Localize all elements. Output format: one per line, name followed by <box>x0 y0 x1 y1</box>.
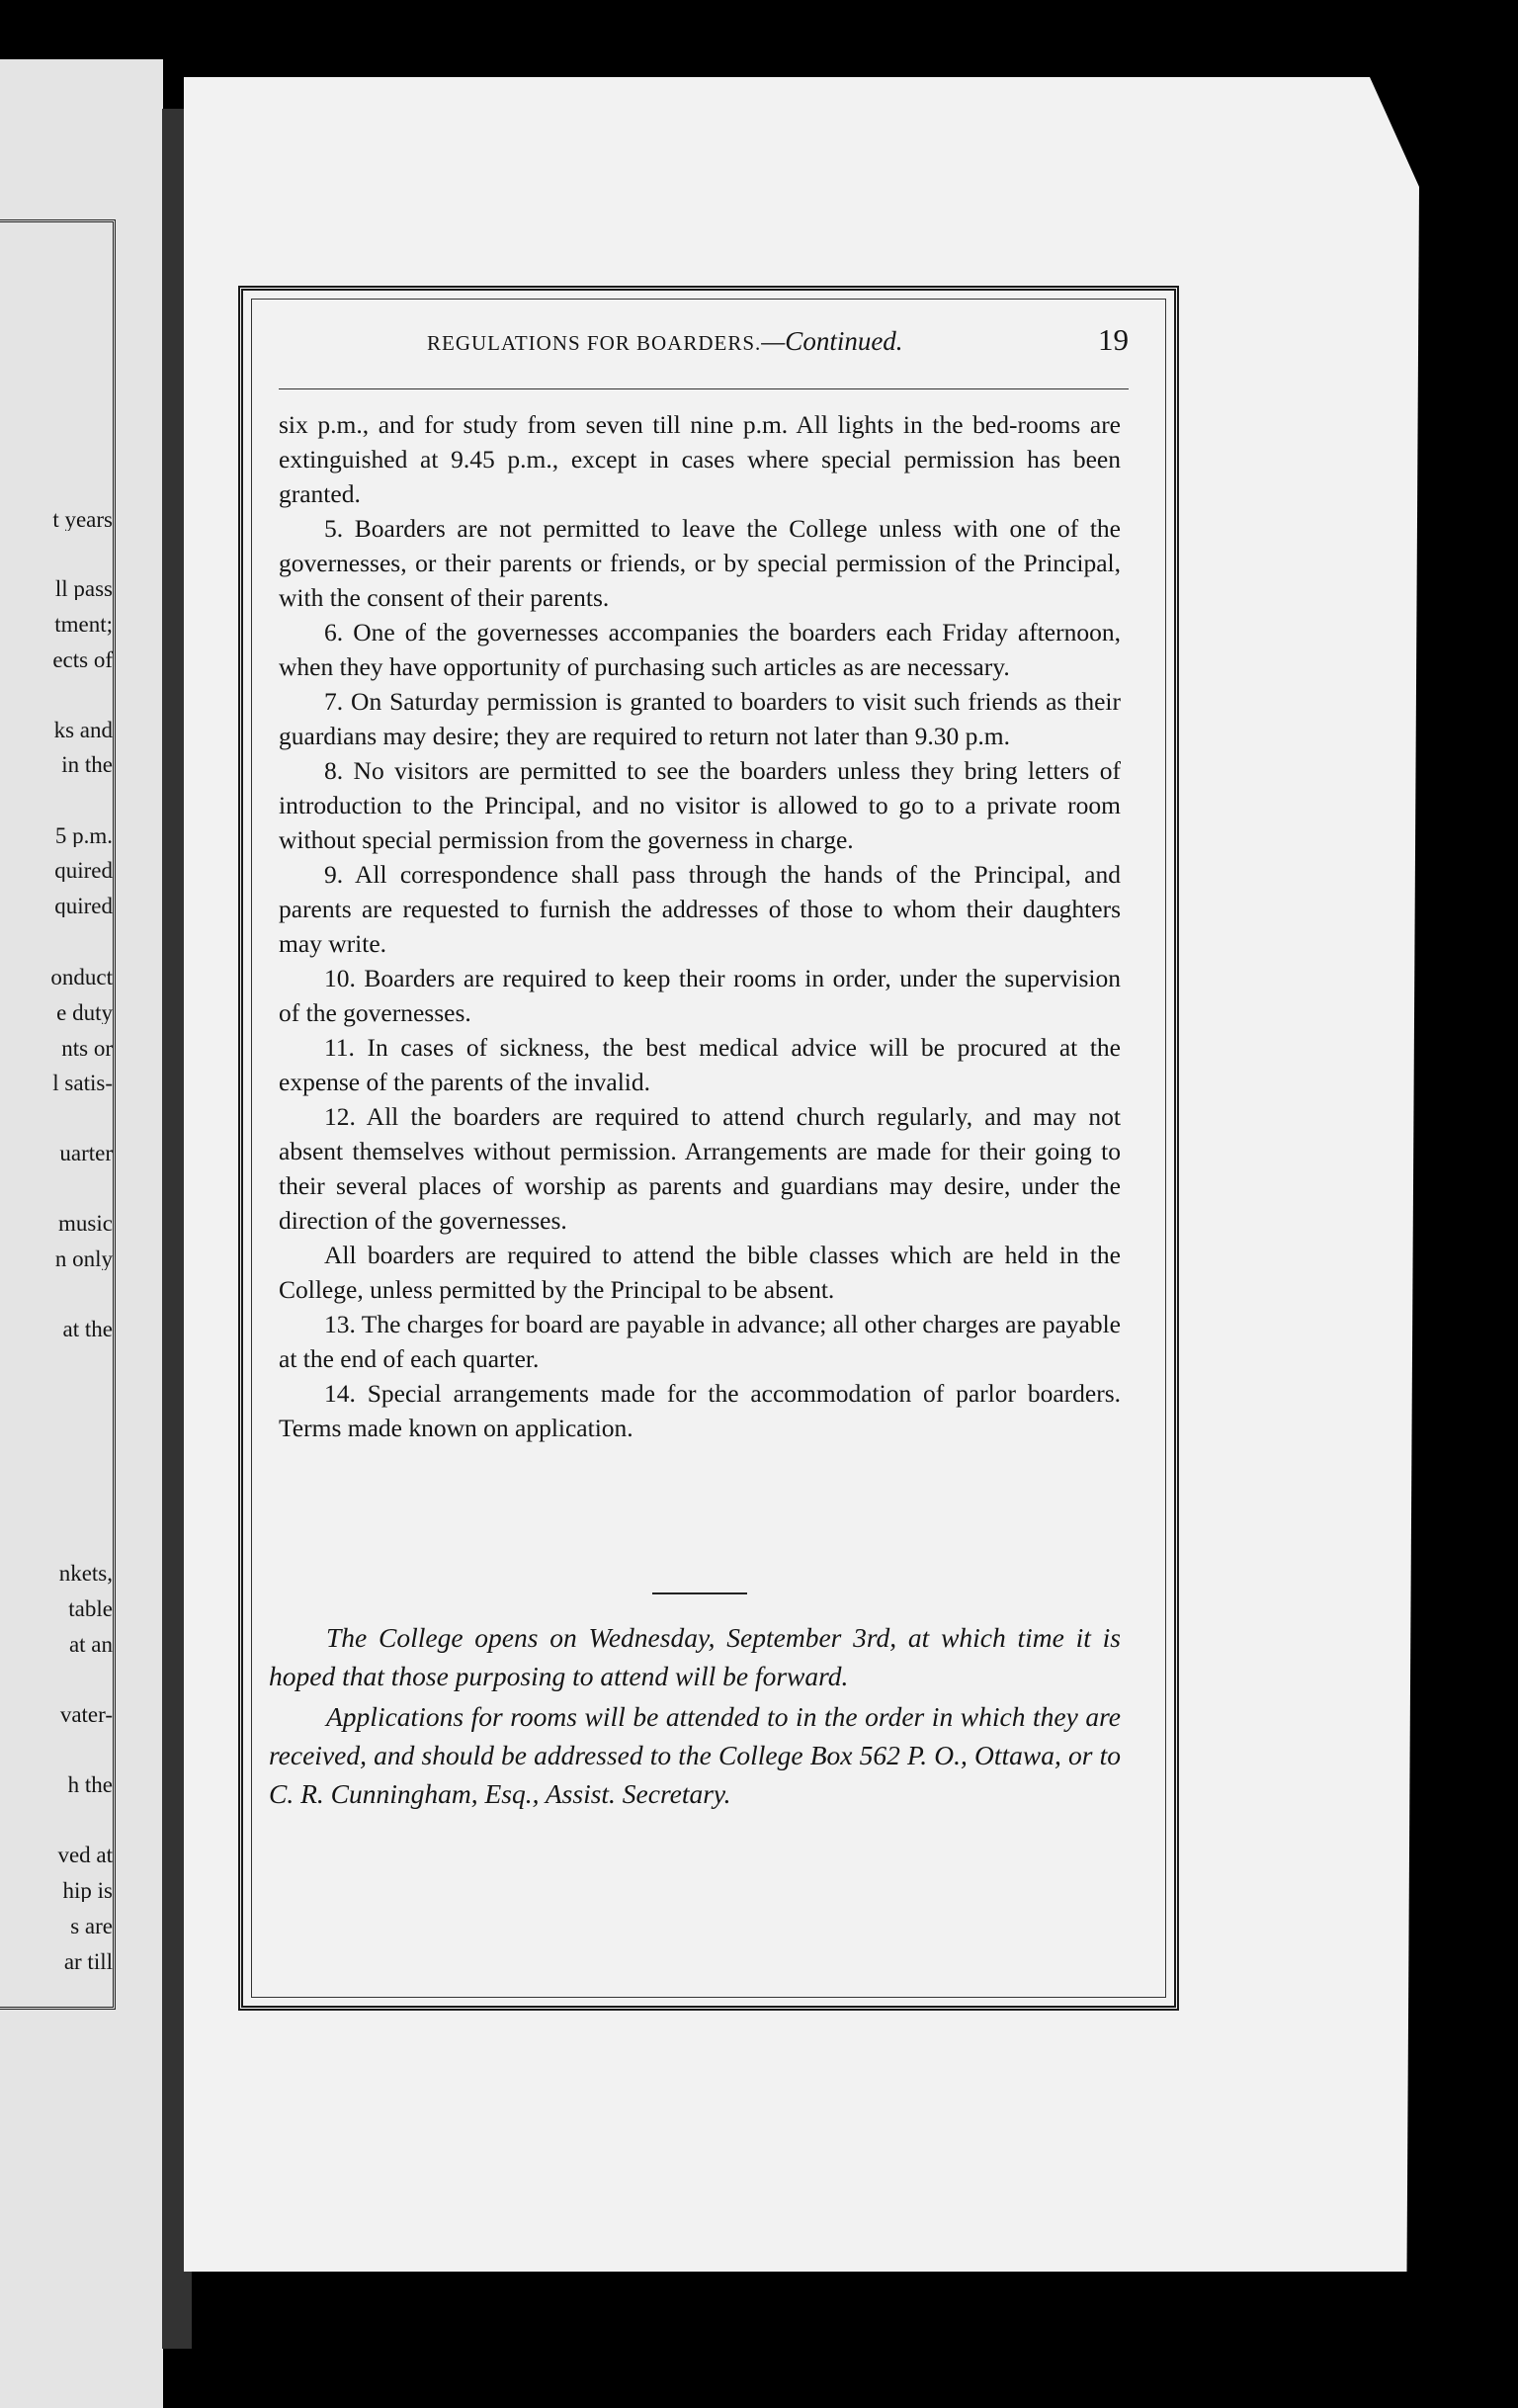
paragraph-rule-14: 14. Special arrangements made for the accommodation of parlor boarders. Terms made known on application. <box>279 1379 1121 1442</box>
left-page-fragment: hip is <box>62 1879 113 1902</box>
left-page-fragment: onduct <box>50 966 113 989</box>
left-page-fragment: vater- <box>59 1703 113 1726</box>
running-head <box>279 322 1129 362</box>
paragraph-rule-5: 5. Boarders are not permitted to leave the College unless with one of the governesses, or their parents or friends, or by special permission of the Principal, with the consent of their parents. <box>279 514 1121 612</box>
regulations-text <box>279 407 1121 1445</box>
paragraph-bible-classes: All boarders are required to attend the bible classes which are held in the College, unless permitted by the Principal to be absent. <box>279 1241 1121 1304</box>
left-page-fragment: quired <box>54 895 113 917</box>
left-page-fragment: ved at <box>57 1844 113 1866</box>
left-page-fragment: table <box>68 1597 113 1620</box>
left-page-fragment: 5 p.m. <box>54 824 113 847</box>
running-head-caps: REGULATIONS FOR BOARDERS. <box>427 331 762 355</box>
left-page-fragment: at an <box>68 1633 113 1656</box>
paragraph-rule-9: 9. All correspondence shall pass through the hands of the Principal, and parents are requested to furnish the addresses of those to whom their daughters may write. <box>279 860 1121 958</box>
left-page-fragment: l satis- <box>52 1072 113 1094</box>
left-page-fragment: e duty <box>56 1001 113 1024</box>
left-page-frame <box>0 219 116 2010</box>
paragraph-rule-7: 7. On Saturday permission is granted to boarders to visit such friends as their guardians may desire; they are required to return not later than 9.30 p.m. <box>279 687 1121 750</box>
left-page-fragment: t years <box>52 508 113 531</box>
left-page-fragment: s are <box>70 1915 113 1937</box>
section-divider <box>652 1592 747 1594</box>
left-page-fragment: n only <box>54 1247 113 1270</box>
header-rule <box>279 388 1129 389</box>
paragraph-rule-12: 12. All the boarders are required to attend church regularly, and may not absent themselves without permission. Arrangements are made for their going to their several places of worship as parents and guardians may desire, under the direction of the governesses. <box>279 1102 1121 1235</box>
running-head-continued: —Continued. <box>761 326 903 356</box>
notice-applications: Applications for rooms will be attended to in the order in which they are received, and should be addressed to the College Box 562 P. O., Ottawa, or to C. R. Cunningham, Esq., Assist. Secretary. <box>269 1701 1121 1809</box>
paragraph-rule-8: 8. No visitors are permitted to see the boarders unless they bring letters of introduction to the Principal, and no visitor is allowed to go to a private room without special permission from the governess in charge. <box>279 756 1121 854</box>
notice-opening-date: The College opens on Wednesday, September 3rd, at which time it is hoped that those purposing to attend will be forward. <box>269 1622 1121 1691</box>
left-page-fragment: ll pass <box>54 577 113 600</box>
left-page-fragment: tment; <box>54 613 113 636</box>
left-page-fragment: ects of <box>52 648 113 671</box>
left-page-fragment: nts or <box>61 1037 113 1060</box>
paragraph-continuation: six p.m., and for study from seven till nine p.m. All lights in the bed-rooms are extinguished at 9.45 p.m., except in cases where special permission has been granted. <box>279 410 1121 508</box>
left-page-fragment: nkets, <box>58 1562 113 1585</box>
left-page-fragment: uarter <box>59 1142 113 1164</box>
left-page-fragment: h the <box>67 1773 113 1796</box>
paragraph-rule-13: 13. The charges for board are payable in advance; all other charges are payable at the end of each quarter. <box>279 1310 1121 1373</box>
paragraph-rule-10: 10. Boarders are required to keep their rooms in order, under the supervision of the governesses. <box>279 964 1121 1027</box>
running-head-title <box>427 326 903 357</box>
left-page-fragment: ar till <box>63 1950 113 1973</box>
left-page-fragment: ks and <box>53 719 113 741</box>
page-number: 19 <box>1098 322 1129 357</box>
paragraph-rule-11: 11. In cases of sickness, the best medical advice will be procured at the expense of the parents of the invalid. <box>279 1033 1121 1096</box>
left-page-fragment: music <box>58 1212 113 1235</box>
paragraph-rule-6: 6. One of the governesses accompanies the boarders each Friday afternoon, when they have opportunity of purchasing such articles as are necessary. <box>279 618 1121 681</box>
left-page-fragment: in the <box>61 753 113 776</box>
left-page-fragment: at the <box>62 1318 113 1340</box>
left-page-fragment: quired <box>54 859 113 882</box>
opening-notice <box>269 1618 1121 1813</box>
